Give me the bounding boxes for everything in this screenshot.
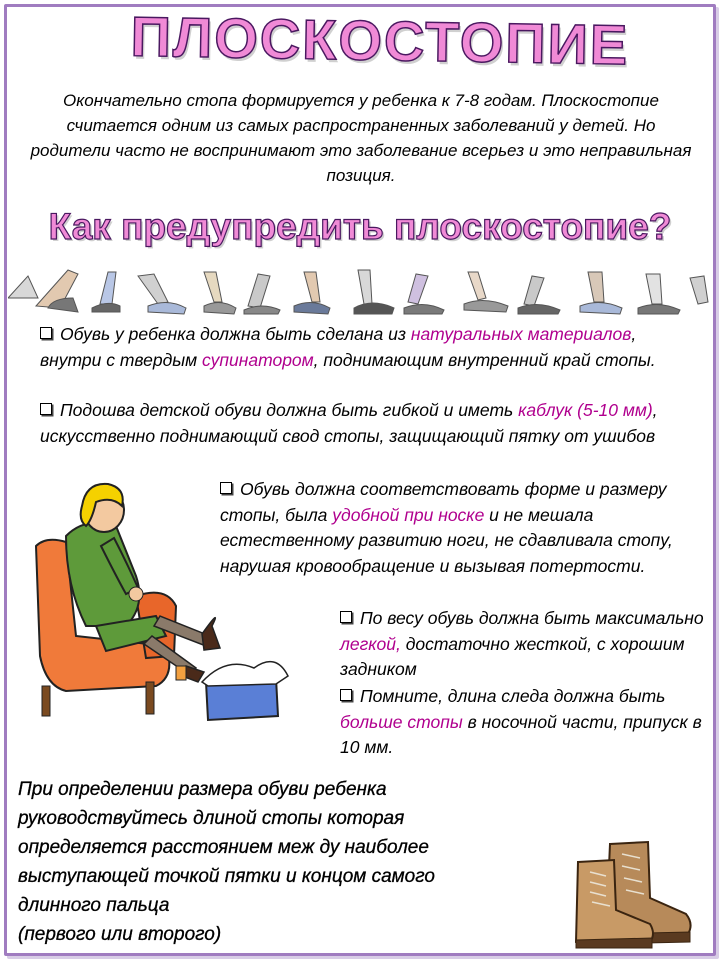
closing-line: длинного пальца [18, 895, 170, 916]
checkbox-bullet-icon [40, 403, 52, 415]
section-heading: Как предупредить плоскостопие? [48, 206, 672, 247]
checkbox-bullet-icon [40, 327, 52, 339]
bullet-natural-materials: Обувь у ребенка должна быть сделана из натуральных материалов, внутри с твердым супинатором, поднимающим внутренний край стопы. [40, 324, 656, 370]
closing-line: выступающей точкой пятки и концом самого [18, 866, 435, 887]
bullet-footprint-length: Помните, длина следа должна быть больше стопы в носочной части, припуск в 10 мм. [340, 686, 702, 757]
closing-line: определяется расстоянием меж ду наиболее [18, 837, 429, 858]
closing-line: руководствуйтесь длиной стопы которая [18, 808, 405, 829]
feet-strip-illustration [8, 268, 710, 316]
bullet-shape-and-size: Обувь должна соответствовать форме и размеру стопы, была удобной при носке и не мешала естественному развитию ноги, не сдавливала стопу, нарушая кровообращение и вызывая потертости. [220, 479, 673, 576]
bullet-light-weight: По весу обувь должна быть максимально легкой, достаточно жесткой, с хорошим задником [340, 608, 704, 679]
bullet-flexible-sole: Подошва детской обуви должна быть гибкой и иметь каблук (5-10 мм), искусственно поднимающий свод стопы, защищающий пятку от ушибов [40, 400, 658, 446]
checkbox-bullet-icon [340, 689, 352, 701]
page-title: ПЛОСКОСТОПИЕ [130, 4, 630, 77]
closing-line: (первого или второго) [18, 924, 222, 945]
woman-trying-shoe-illustration [26, 476, 326, 726]
intro-paragraph: Окончательно стопа формируется у ребенка к 7-8 годам. Плоскостопие считается одним из самых распространенных заболеваний у детей. Но родители часто не воспринимают это заболевание всерьез и это неправильная позиция. [30, 91, 692, 185]
boots-illustration [570, 838, 700, 950]
closing-line: При определении размера обуви ребенка [18, 779, 387, 800]
checkbox-bullet-icon [340, 611, 352, 623]
closing-paragraph [18, 775, 518, 949]
